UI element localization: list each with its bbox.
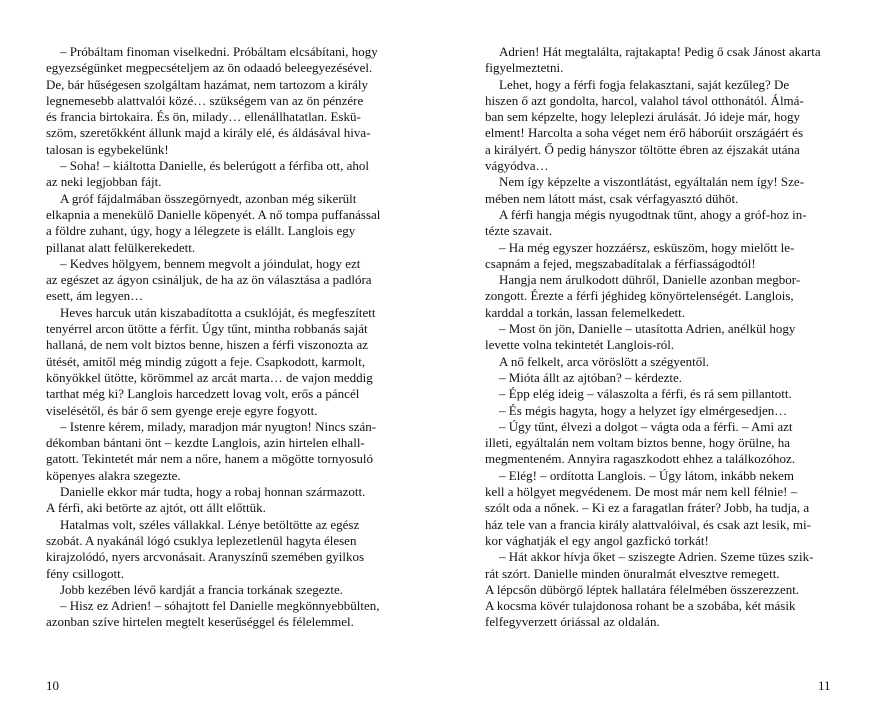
paragraph: Heves harcuk után kiszabadította a csuklóját, és megfeszített tenyérrel arcon ütötte a férfit. Úgy tűnt, mintha robbanás saját hallaná, de nem volt biztos benne, hiszen a férfi viszonozta az ütését, amitől még mindig zúgott a feje. Csapkodott, karmolt, könyökkel ütötte, körömmel az arcát marta… de vajon meddig tarthat még ki? Langlois harcedzett lovag volt, erős a páncél viselésétől, és bár ő sem gyenge ereje egyre fogyott.	[46, 304, 376, 418]
paragraph: – Elég! – ordította Langlois. – Úgy látom, inkább nekem kell a hölgyet megvédenem. De most már nem kell félnie! – szólt oda a nőnek. – Ki ez a faragatlan fráter? Jobb, ha tudja, a ház tele van a francia király alattvalóival, és csak azt lesik, mi- kor vághatják el egy angol gazfickó torkát!	[485, 467, 811, 548]
paragraph: – Kedves hölgyem, bennem megvolt a jóindulat, hogy ezt az egészet az ágyon csináljuk, de ha az ön választása a padlóra esett, ám legyen…	[46, 255, 372, 304]
paragraph: Adrien! Hát megtalálta, rajtakapta! Pedig ő csak Jánost akarta figyelmeztetni.	[485, 44, 821, 76]
left-page	[46, 44, 399, 664]
paragraph: A gróf fájdalmában összegörnyedt, azonban még sikerült elkapnia a menekülő Danielle köpenyét. A nő tompa puffanással a földre zuhant, úgy, hogy a lélegzete is elállt. Langlois egy pillanat alatt felülkerekedett.	[46, 190, 381, 255]
page-number-right: 11	[818, 678, 831, 693]
right-page	[485, 44, 838, 664]
paragraph: – Istenre kérem, milady, maradjon már nyugton! Nincs szán- dékomban bántani önt – kezdte Langlois, azin hirtelen elhall- gatott. Tekintetét már nem a nőre, hanem a mögötte tornyosuló köpenyes alakra szegezte.	[46, 418, 377, 483]
paragraph: Hatalmas volt, széles vállakkal. Lénye betöltötte az egész szobát. A nyakánál lógó csuklya leplezetlenül hagyta élesen kirajzolódó, nyers arcvonásait. Aranyszínű szemében gyilkos fény csillogott.	[46, 516, 365, 581]
paragraph: – Épp elég ideig – válaszolta a férfi, és rá sem pillantott.	[499, 386, 792, 402]
paragraph: Lehet, hogy a férfi fogja felakasztani, saját kezűleg? De hiszen ő azt gondolta, harcol, valahol távol otthonától. Álmá- ban sem képzelte, hogy leleplezi árulását. Jó ideje már, hogy elment! Harcolta a soha véget nem érő háborúit országáért és a királyért. Ő pedig hányszor töltötte ébren az éjszakát utána vágyódva…	[485, 76, 804, 174]
paragraph: Nem így képzelte a viszontlátást, egyáltalán nem így! Sze- mében nem látott mást, csak vérfagyasztó dühöt.	[485, 174, 805, 206]
paragraph: Danielle ekkor már tudta, hogy a robaj honnan származott. A férfi, aki betörte az ajtót, ott állt előttük.	[46, 484, 366, 516]
paragraph: Hangja nem árulkodott dühről, Danielle azonban megbor- zongott. Érezte a férfi jéghideg könyörtelenségét. Langlois, karddal a torkán, lassan felemelkedett.	[485, 272, 801, 320]
paragraph: – Mióta állt az ajtóban? – kérdezte.	[499, 369, 683, 385]
paragraph: – Most ön jön, Danielle – utasította Adrien, anélkül hogy levette volna tekintetét Langlois-ról.	[485, 321, 796, 353]
paragraph: – Próbáltam finoman viselkedni. Próbáltam elcsábítani, hogy egyezségünket megpecsételjem az ön odaadó beleegyezésével. De, bár hűségesen szolgáltam hazámat, nem tartozom a király legnemesebb alattvalói közé… szükségem van az ön pénzére és francia birtokaira. És ön, milady… ellenállhatatlan. Eskü- szöm, szeretőkként állunk majd a király elé, és áldásával hiva- talosan is egybekelünk!	[46, 44, 378, 157]
page-number-left: 10	[46, 678, 59, 693]
paragraph: Jobb kezében lévő kardját a francia torkának szegezte.	[60, 581, 343, 597]
paragraph: A férfi hangja mégis nyugodtnak tűnt, ahogy a gróf-hoz in- tézte szavait.	[485, 206, 807, 239]
paragraph: – Úgy tűnt, élvezi a dolgot – vágta oda a férfi. – Ami azt illeti, egyáltalán nem voltam biztos benne, hogy örülne, ha megmenteném. Annyira ragaszkodott ehhez a találkozóhoz.	[485, 418, 796, 467]
paragraph: – Hisz ez Adrien! – sóhajtott fel Danielle megkönnyebbülten, azonban szíve hirtelen megtelt keserűséggel és félelemmel.	[46, 598, 380, 630]
paragraph: – És mégis hagyta, hogy a helyzet így elmérgesedjen…	[499, 402, 788, 418]
paragraph: – Ha még egyszer hozzáérsz, esküszöm, hogy mielőtt le- csapnám a fejed, megszabadítalak a férfiasságodtól!	[485, 239, 795, 271]
paragraph: – Hát akkor hívja őket – sziszegte Adrien. Szeme tüzes szik- rát szórt. Danielle minden önuralmát elvesztve remegett. A lépcsőn dübörgő léptek hallatára félelmében összerezzent. A kocsma kövér tulajdonosa rohant be a szobába, két másik felfegyverzett óriással az oldalán.	[485, 549, 814, 630]
paragraph: A nő felkelt, arca vöröslött a szégyentől.	[499, 353, 710, 369]
paragraph: – Soha! – kiáltotta Danielle, és belerúgott a férfiba ott, ahol az neki legjobban fájt.	[46, 158, 370, 190]
